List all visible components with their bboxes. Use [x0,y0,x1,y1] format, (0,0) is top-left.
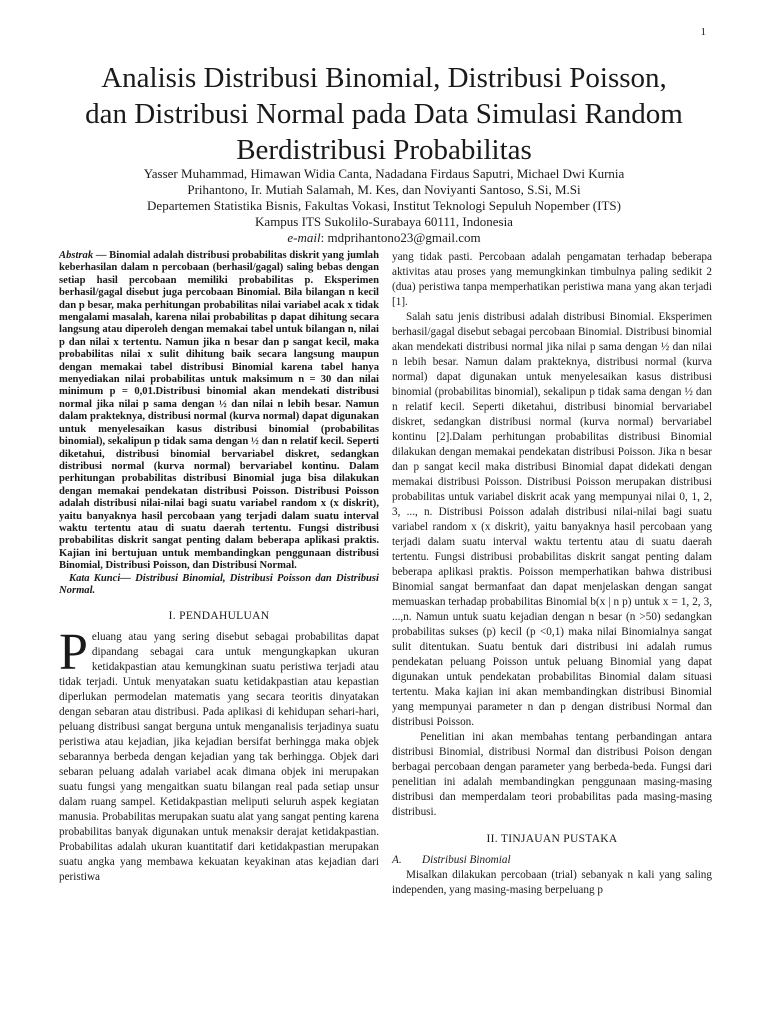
email-line [60,230,708,246]
email-label: e-mail [287,230,321,245]
right-paragraph-3: Penelitian ini akan membahas tentang perbandingan antara distribusi Binomial, distribusi Normal dan distribusi Poison dengan berbagai percobaan dengan parameter yang berbeda-beda. Fungsi dari penelitian ini adalah membandingkan penggunaan masing-masing distribusi dan memperdalam teori probabilitas pada masing-masing distribusi. [392,731,712,818]
author-block [60,166,708,246]
email-address: : mdprihantono23@gmail.com [320,230,481,245]
section-heading-tinjauan: II. TINJAUAN PUSTAKA [486,833,618,845]
subsection-heading [392,853,712,868]
abstract-lead: Abstrak [59,250,94,261]
right-paragraph-2: Salah satu jenis distribusi adalah distribusi Binomial. Eksperimen berhasil/gagal disebut sebagai percobaan Binomial. Distribusi binomial akan mendekati distribusi normal jika nilai p sama dengan ½ dan nilai n lebih besar. Namun dalam prakteknya, distribusi normal (kurva normal) dapat digunakan untuk menyelesaikan kasus distribusi binomial (probabilitas binomial), sekalipun p tidak sama dengan ½ dan n relatif kecil. Seperti diketahui, distribusi binomial bervariabel diskret, sedangkan distribusi normal (kurva normal) bervariabel kontinu [2].Dalam perhitungan probabilitas distribusi Binomial dilakukan dengan memakai pendekatan distribusi Poisson. Jika n besar dan p sangat kecil maka distribusi Binomial dapat didekati dengan memakai distribusi Poisson. Distribusi Poisson merupakan distribusi probabilitas untuk variabel diskrit acak yang mempunyai nilai 0, 1, 2, 3, ..., n. Distribusi Poisson adalah distribusi nilai-nilai bagi suatu variabel random x (x diskrit), yaitu banyaknya hasil percobaan yang terjadi dalam suatu interval waktu tertentu atau di suatu daerah tertentu. Fungsi distribusi probabilitas diskrit sangat penting dalam beberapa aplikasi praktis. Poisson memperhatikan bahwa distribusi Binomial sangat bermanfaat dan dapat menjelaskan dengan sangat memuaskan terhadap probabilitas Binomial b(x | n p) untuk x = 1, 2, 3, ...,n. Namun untuk suatu kejadian dengan n besar (n >50) sedangkan probabilitas sukses (p) kecil (p <0,1) maka nilai Binomialnya sangat sulit ditentukan. Suatu bentuk dari distribusi ini adalah rumus pendekatan peluang Poisson untuk peluang Binomial yang dapat digunakan untuk pendekatan probabilitas Binomial dalam situasi tertentu. Maka kajian ini akan membandingkan distribusi Binomial yang mempunyai parameter n dan p dengan distribusi Normal dan distribusi Poisson. [392,311,712,728]
author-names-line-1: Yasser Muhammad, Himawan Widia Canta, Nadadana Firdaus Saputri, Michael Dwi Kurnia [143,166,625,181]
affiliation-line: Departemen Statistika Bisnis, Fakultas Vokasi, Institut Teknologi Sepuluh Nopember (ITS) [147,198,621,213]
abstract-text: — Binomial adalah distribusi probabilitas diskrit yang jumlah keberhasilan dalam n percobaan (berhasil/gagal) saling bebas dengan setiap hasil percobaan memiliki probabilitas p. Eksperimen berhasil/gagal disebut juga percobaan Binomial. Bila bilangan n kecil dan p besar, maka perhitungan probabilitas nilai variabel acak x tidak mengalami masalah, karena nilai probabilitas p dapat dihitung secara langsung atau diperoleh dengan memakai tabel untuk bilangan n, nilai p dan nilai x tertentu. Namun jika n besar dan p sangat kecil, maka probabilitas nilai x sulit dihitung baik secara langsung maupun dengan memakai tabel distribusi Binomial karena tabel hanya menyediakan nilai probabilitas untuk maksimum n = 30 dan nilai minimum p = 0,01.Distribusi binomial akan mendekati distribusi normal jika nilai p sama dengan ½ dan nilai n lebih besar. Namun dalam prakteknya, distribusi normal (kurva normal) dapat digunakan untuk menyelesaikan kasus distribusi binomial (probabilitas binomial), sekalipun p tidak sama dengan ½ dan n relatif kecil. Seperti diketahui, distribusi binomial bervariabel diskret, sedangkan distribusi normal (kurva normal) bervariabel kontinu. Dalam perhitungan probabilitas distribusi Binomial juga bisa dilakukan dengan memakai pendekatan distribusi Poisson. Distribusi Poisson adalah distribusi nilai-nilai bagi suatu variabel random x (x diskrit), yaitu banyaknya hasil percobaan yang terjadi dalam suatu interval waktu tertentu atau di suatu daerah tertentu. Fungsi distribusi probabilitas diskrit sangat penting dalam beberapa aplikasi praktis. Kajian ini bertujuan untuk membandingkan penggunaan distribusi Binomial, Distribusi Poisson, dan Distribusi Normal. [59,250,379,572]
intro-text: eluang atau yang sering disebut sebagai probabilitas dapat dipandang sebagai cara untuk mengungkapkan ukuran ketidakpastian atau kemungkinan suatu peristiwa terjadi atau tidak terjadi. Untuk menyatakan suatu ketidakpastian atau kepastian diperlukan permodelan matematis yang secara teoritis dinyatakan dengan sebaran atau distribusi. Pada aplikasi di kehidupan sehari-hari, peluang distribusi sangat berguna untuk menganalisis terjadinya suatu peristiwa atau kejadian, jika kejadian bersifat berhingga maka objek sebarannya berbeda dengan kejadian yang tak berhingga. Objek dari sebaran peluang adalah variabel acak dimana objek ini merupakan suatu fungsi yang mengaitkan suatu bilangan real pada setiap unsur dalam ruang sampel. Ketidakpastian meliputi seluruh aspek kegiatan manusia. Probabilitas merupakan suatu alat yang sangat penting karena probabilitas banyak digunakan untuk menaksir derajat ketidakpastian. Probabilitas adalah ukuran kuantitatif dari ketidakpastian merupakan suatu angka yang membawa kekuatan keyakinan atas kejadian dari peristiwa [59,631,379,884]
subsection-title: Distribusi Binomial [422,854,511,866]
page-number: 1 [700,26,706,38]
paper-title [40,60,728,168]
right-paragraph-4: Misalkan dilakukan percobaan (trial) sebanyak n kali yang saling independen, yang masing-masing berpeluang p [392,869,712,896]
title-line-2: dan Distribusi Normal pada Data Simulasi Random [85,98,683,130]
section-heading-pendahuluan: I. PENDAHULUAN [168,610,270,623]
right-column [392,250,712,898]
abstract [59,250,379,573]
keywords: Kata Kunci— Distribusi Binomial, Distribusi Poisson dan Distribusi Normal. [59,572,379,596]
drop-cap: P [59,624,88,682]
right-paragraph-1: yang tidak pasti. Percobaan adalah pengamatan terhadap beberapa aktivitas atau proses yang memungkinkan timbulnya paling sedikit 2 (dua) peristiwa tanpa memperhatikan peristiwa mana yang akan terjadi [1]. [392,251,712,308]
address-line: Kampus ITS Sukolilo-Surabaya 60111, Indonesia [255,214,513,229]
author-names-line-2: Prihantono, Ir. Mutiah Salamah, M. Kes, dan Noviyanti Santoso, S.Si, M.Si [187,182,581,197]
title-line-1: Analisis Distribusi Binomial, Distribusi Poisson, [101,62,667,94]
intro-paragraph [59,624,379,885]
title-line-3: Berdistribusi Probabilitas [236,134,532,166]
subsection-label: A. [392,854,402,866]
left-column [59,250,379,885]
